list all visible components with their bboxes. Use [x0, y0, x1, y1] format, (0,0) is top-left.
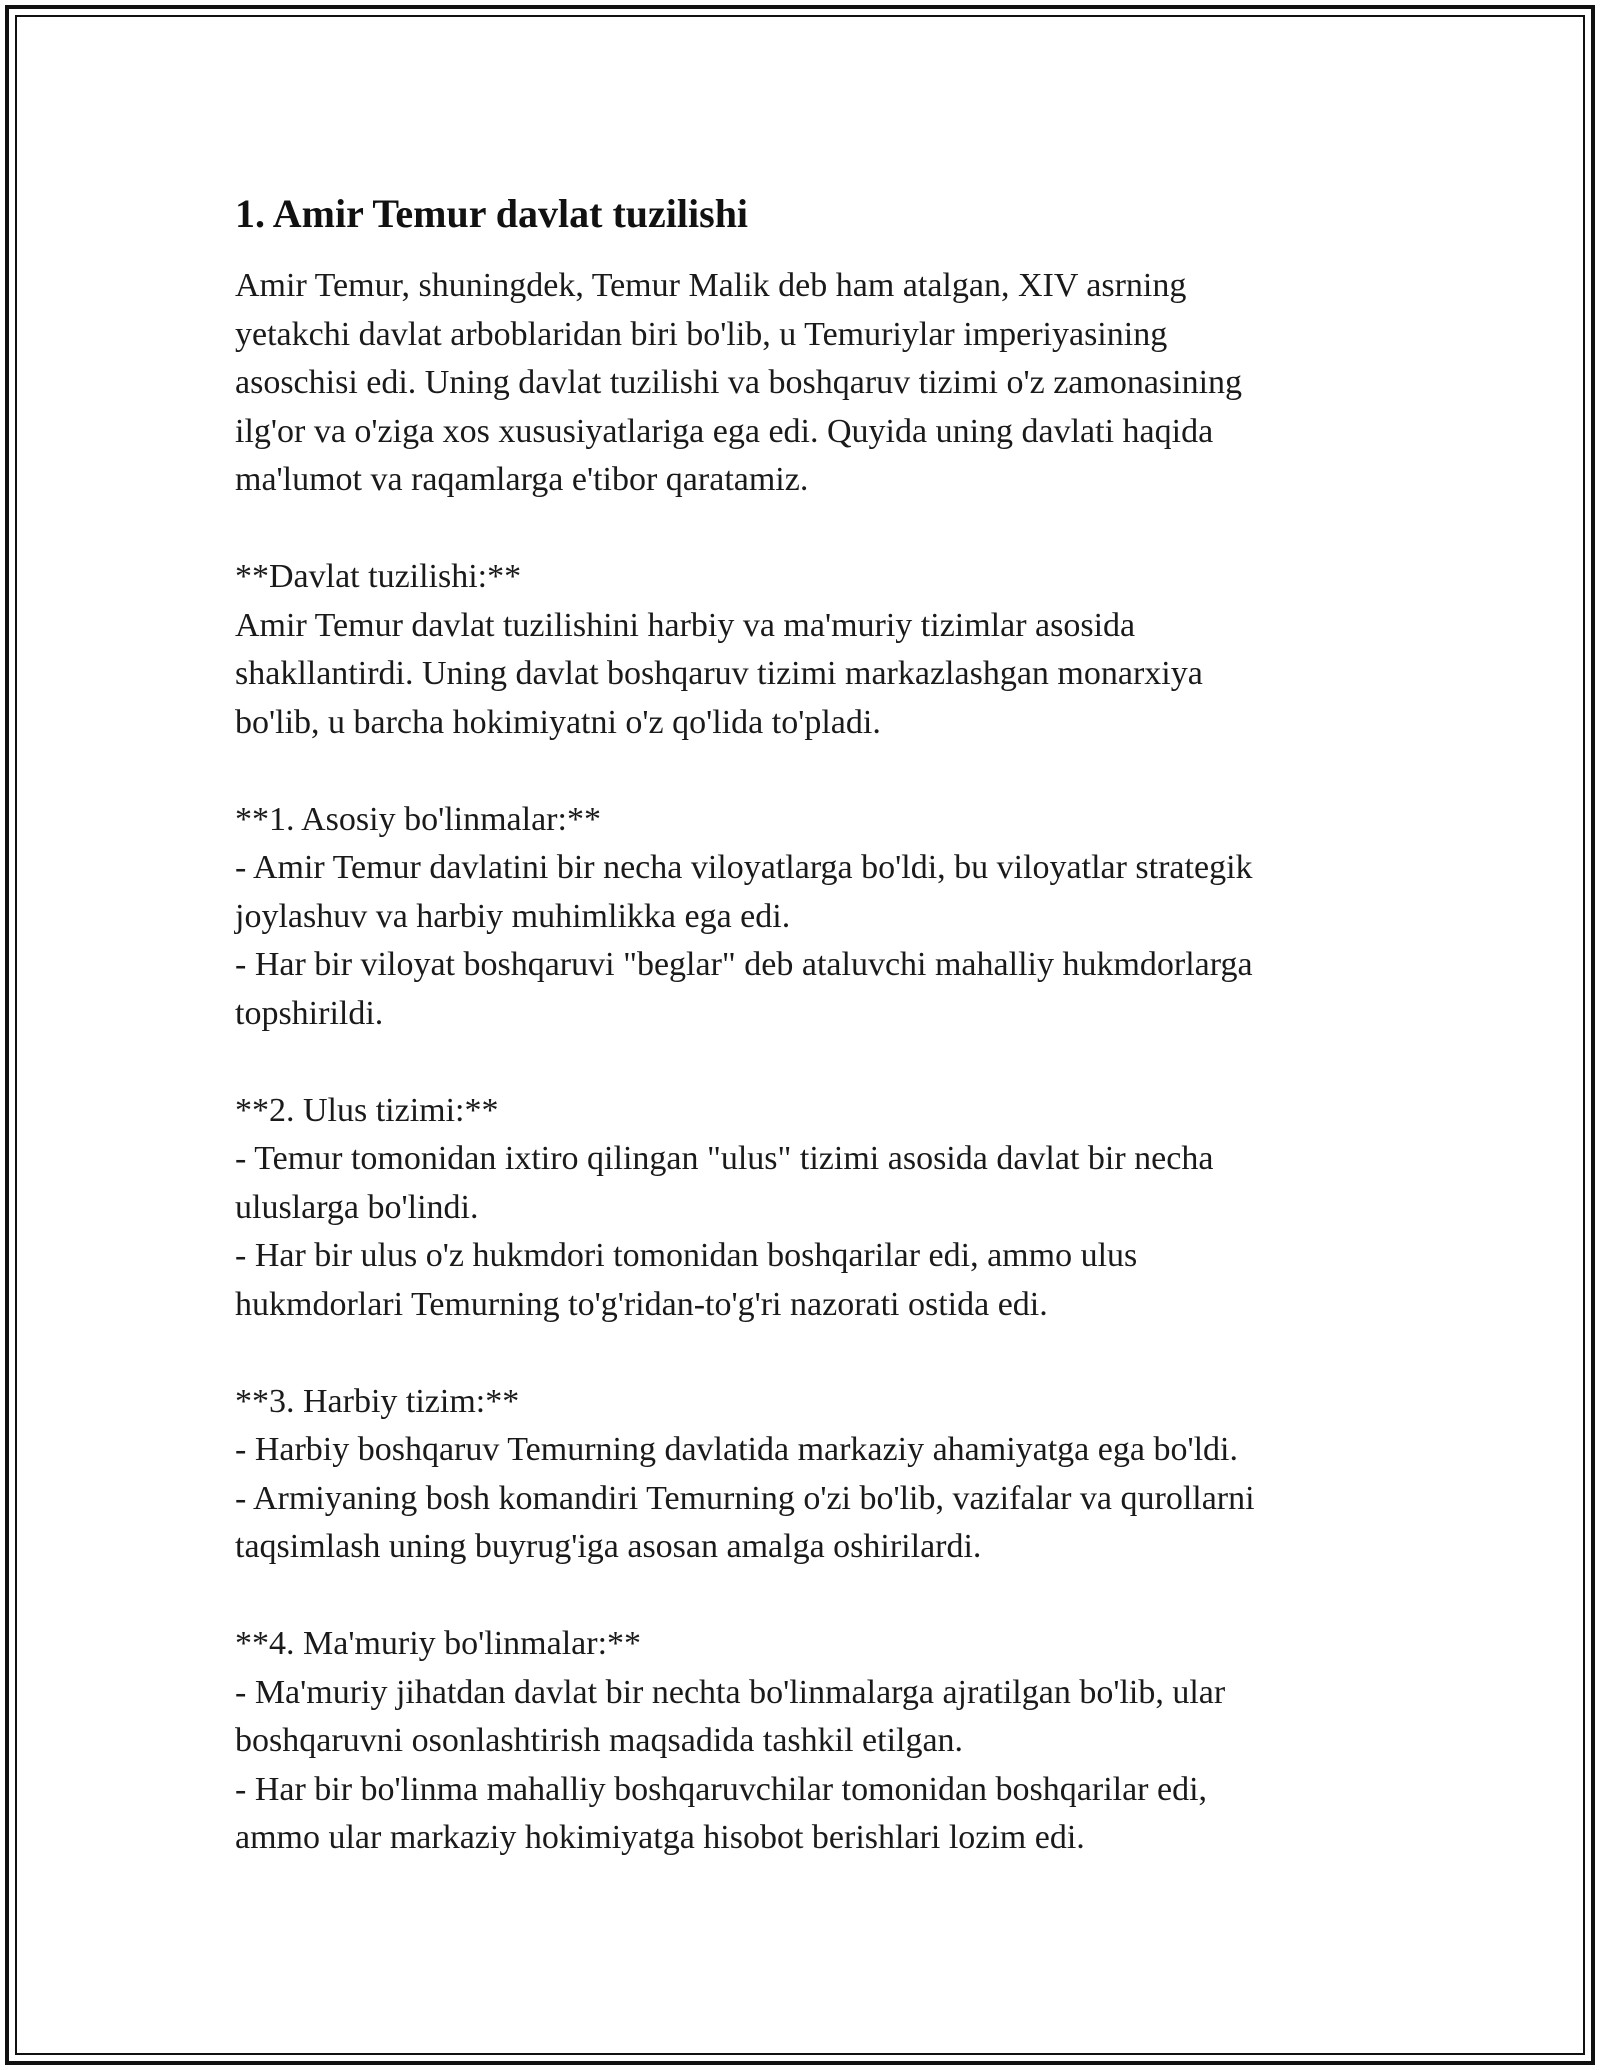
section-ulus-tizimi [235, 1087, 1375, 1330]
section-davlat-tuzilishi [235, 553, 1375, 747]
intro-line: Amir Temur, shuningdek, Temur Malik deb ham atalgan, XIV asrning [235, 267, 1187, 304]
section-line: - Amir Temur davlatini bir necha viloyatlarga bo'ldi, bu viloyatlar strategik [235, 849, 1253, 886]
section-title: **3. Harbiy tizim:** [235, 1382, 520, 1420]
section-title: **4. Ma'muriy bo'linmalar:** [235, 1625, 642, 1662]
section-line: boshqaruvni osonlashtirish maqsadida tashkil etilgan. [235, 1722, 964, 1759]
section-line: taqsimlash uning buyrug'iga asosan amalga oshirilardi. [235, 1528, 982, 1565]
section-line: - Ma'muriy jihatdan davlat bir nechta bo'linmalarga ajratilgan bo'lib, ular [235, 1673, 1226, 1711]
section-line: joylashuv va harbiy muhimlikka ega edi. [235, 897, 791, 935]
intro-line: ilg'or va o'ziga xos xususiyatlariga ega edi. Quyida uning davlati haqida [235, 412, 1214, 450]
section-asosiy-bolinmalar [235, 796, 1375, 1039]
section-title: **1. Asosiy bo'linmalar:** [235, 800, 601, 838]
section-line: - Har bir bo'linma mahalliy boshqaruvchilar tomonidan boshqarilar edi, [235, 1770, 1208, 1808]
section-line: bo'lib, u barcha hokimiyatni o'z qo'lida to'pladi. [235, 703, 881, 741]
intro-line: ma'lumot va raqamlarga e'tibor qaratamiz. [235, 461, 809, 498]
section-line: - Harbiy boshqaruv Temurning davlatida markaziy ahamiyatga ega bo'ldi. [235, 1431, 1238, 1468]
section-line: - Har bir ulus o'z hukmdori tomonidan boshqarilar edi, ammo ulus [235, 1237, 1138, 1274]
section-title: **2. Ulus tizimi:** [235, 1091, 499, 1129]
section-line: topshirildi. [235, 994, 384, 1032]
section-line: ammo ular markaziy hokimiyatga hisobot berishlari lozim edi. [235, 1819, 1085, 1856]
intro-line: yetakchi davlat arboblaridan biri bo'lib, u Temuriylar imperiyasining [235, 315, 1168, 353]
section-mamuriy-bolinmalar [235, 1620, 1375, 1863]
section-harbiy-tizim [235, 1378, 1375, 1572]
document-body [235, 188, 1375, 1911]
section-line: hukmdorlari Temurning to'g'ridan-to'g'ri nazorati ostida edi. [235, 1285, 1048, 1323]
section-line: - Armiyaning bosh komandiri Temurning o'zi bo'lib, vazifalar va qurollarni [235, 1479, 1255, 1517]
section-line: Amir Temur davlat tuzilishini harbiy va ma'muriy tizimlar asosida [235, 606, 1136, 644]
section-line: - Temur tomonidan ixtiro qilingan "ulus" tizimi asosida davlat bir necha [235, 1140, 1214, 1177]
section-title: **Davlat tuzilishi:** [235, 558, 522, 595]
section-line: - Har bir viloyat boshqaruvi "beglar" deb ataluvchi mahalliy hukmdorlarga [235, 946, 1253, 983]
intro-paragraph [235, 262, 1375, 505]
document-heading: 1. Amir Temur davlat tuzilishi [235, 191, 749, 236]
section-line: shakllantirdi. Uning davlat boshqaruv tizimi markazlashgan monarxiya [235, 655, 1203, 692]
intro-line: asoschisi edi. Uning davlat tuzilishi va boshqaruv tizimi o'z zamonasining [235, 364, 1243, 401]
section-line: uluslarga bo'lindi. [235, 1188, 479, 1226]
